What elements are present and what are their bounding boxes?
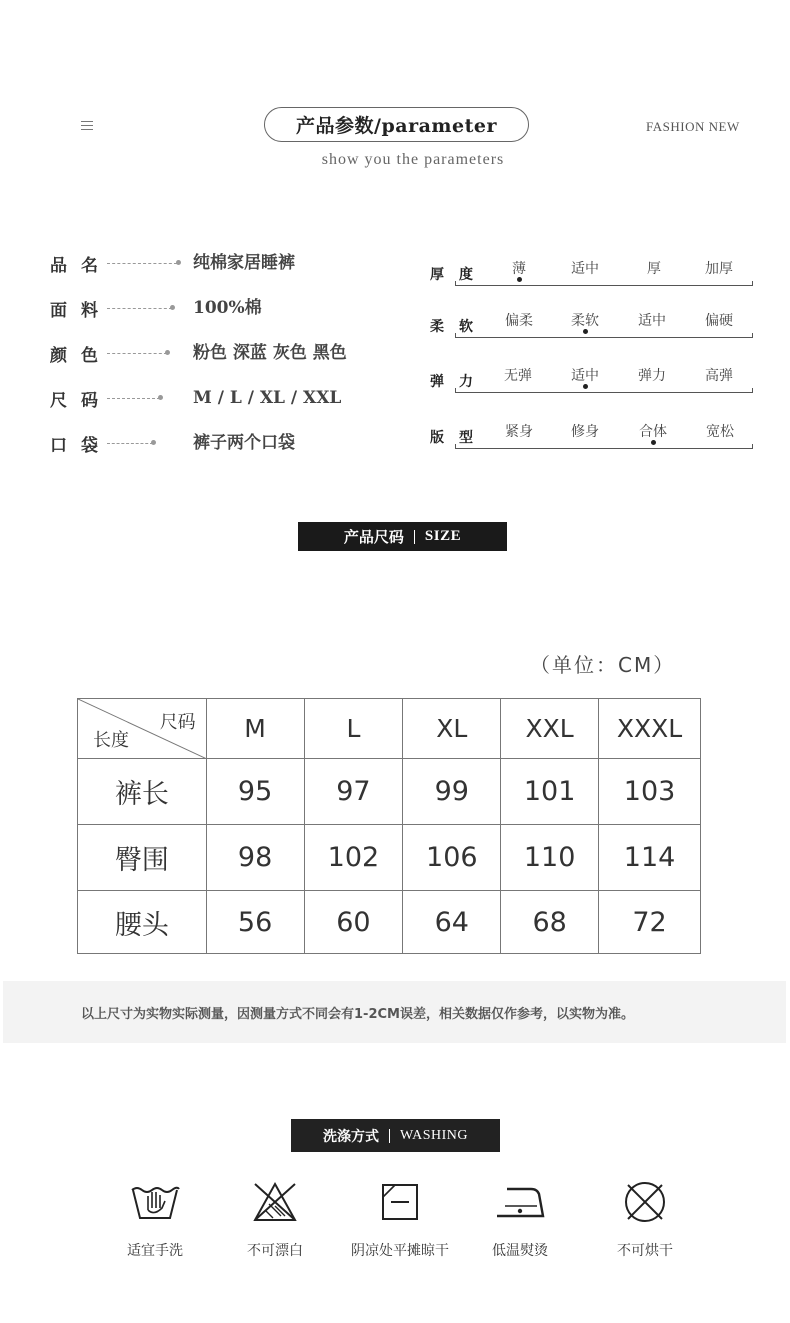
scale-selected-dot: [583, 384, 588, 389]
scale-selected-dot: [583, 329, 588, 334]
scale-line: [455, 333, 753, 338]
scale-option: 合体: [639, 424, 667, 440]
column-header: XL: [403, 699, 501, 759]
param-dot: [176, 260, 181, 265]
menu-icon[interactable]: [81, 121, 93, 130]
scale-option: 柔软: [571, 313, 599, 329]
scale-selected-dot: [651, 440, 656, 445]
size-section-cn: 产品尺码: [343, 528, 404, 546]
scale-option: 加厚: [705, 261, 733, 277]
scale-selected-dot: [517, 277, 522, 282]
measurement-note: 以上尺寸为实物实际测量，因测量方式不同会有1-2CM误差，相关数据仅作参考，以实物为准。: [81, 1006, 634, 1022]
param-leader: [107, 398, 160, 399]
table-cell: 106: [403, 825, 501, 891]
section-divider: [414, 530, 415, 544]
column-header: XXXL: [599, 699, 701, 759]
param-leader: [107, 353, 167, 354]
table-cell: 56: [206, 891, 304, 954]
scale-line: [455, 281, 753, 286]
care-label: 阴凉处平摊晾干: [351, 1243, 449, 1259]
page-subtitle: show you the parameters: [321, 151, 505, 168]
care-item-no-tumble-dry: [570, 1180, 720, 1260]
table-cell: 101: [501, 759, 599, 825]
param-row-fabric: [50, 296, 262, 321]
param-key: 尺码: [50, 390, 112, 411]
scale-option: 高弹: [705, 368, 733, 384]
table-cell: 102: [304, 825, 403, 891]
scale-key: 厚度: [430, 267, 488, 283]
size-table: [77, 698, 701, 954]
param-row-name: [50, 251, 295, 276]
param-key: 面料: [50, 300, 112, 321]
scale-option: 弹力: [638, 368, 666, 384]
param-leader: [107, 263, 177, 264]
row-label: 裤长: [78, 759, 207, 825]
table-cell: 64: [403, 891, 501, 954]
column-header: XXL: [501, 699, 599, 759]
table-row: [78, 825, 701, 891]
care-label: 低温熨烫: [492, 1243, 548, 1259]
scale-elasticity: [430, 365, 755, 395]
scale-option: 适中: [571, 261, 599, 277]
note-band: [3, 981, 786, 1043]
hand-wash-icon: [129, 1180, 181, 1224]
scale-key: 弹力: [430, 374, 488, 390]
scale-option: 宽松: [706, 424, 734, 440]
corner-bottom-label: 长度: [93, 730, 129, 751]
param-leader: [107, 308, 172, 309]
column-header: L: [304, 699, 403, 759]
scale-key: 柔软: [430, 319, 488, 335]
table-corner-cell: [78, 699, 207, 759]
care-label: 适宜手洗: [127, 1243, 183, 1259]
washing-section-cn: 洗涤方式: [322, 1128, 379, 1145]
param-dot: [158, 395, 163, 400]
table-cell: 99: [403, 759, 501, 825]
scale-line: [455, 388, 753, 393]
param-key: 口袋: [50, 435, 112, 456]
param-value: 纯棉家居睡裤: [193, 253, 295, 273]
table-cell: 103: [599, 759, 701, 825]
param-value: 100%棉: [193, 298, 262, 318]
size-section-bar: [298, 522, 507, 551]
table-cell: 72: [599, 891, 701, 954]
param-row-size: [50, 386, 342, 411]
column-header: M: [206, 699, 304, 759]
care-label: 不可漂白: [247, 1243, 303, 1259]
scale-line: [455, 444, 753, 449]
scale-option: 适中: [638, 313, 666, 329]
section-divider: [389, 1129, 390, 1143]
param-dot: [165, 350, 170, 355]
low-iron-icon: [493, 1180, 547, 1224]
scale-softness: [430, 310, 755, 340]
table-cell: 110: [501, 825, 599, 891]
scale-option: 偏柔: [505, 313, 533, 329]
table-cell: 98: [206, 825, 304, 891]
table-cell: 68: [501, 891, 599, 954]
table-cell: 114: [599, 825, 701, 891]
brand-label: FASHION NEW: [646, 119, 740, 134]
param-dot: [170, 305, 175, 310]
washing-section-en: WASHING: [399, 1127, 469, 1143]
param-leader: [107, 443, 153, 444]
scale-option: 厚: [647, 261, 661, 277]
table-cell: 60: [304, 891, 403, 954]
scale-option: 薄: [512, 261, 526, 277]
table-cell: 97: [304, 759, 403, 825]
scale-fit: [430, 421, 755, 451]
table-row: [78, 891, 701, 954]
param-value: 裤子两个口袋: [193, 433, 295, 453]
scale-option: 修身: [571, 424, 599, 440]
param-dot: [151, 440, 156, 445]
size-section-en: SIZE: [424, 528, 462, 544]
no-bleach-icon: [251, 1180, 299, 1224]
scale-option: 适中: [571, 368, 599, 384]
row-label: 臀围: [78, 825, 207, 891]
unit-label: （单位：CM）: [530, 653, 676, 677]
table-row: [78, 759, 701, 825]
washing-section-bar: [291, 1119, 500, 1152]
table-header-row: [78, 699, 701, 759]
param-row-color: [50, 341, 347, 366]
scale-option: 偏硬: [705, 313, 733, 329]
no-tumble-dry-icon: [621, 1180, 669, 1224]
shade-dry-flat-icon: [378, 1180, 422, 1224]
scale-thickness: [430, 258, 755, 288]
row-label: 腰头: [78, 891, 207, 954]
table-cell: 95: [206, 759, 304, 825]
param-row-pocket: [50, 431, 295, 456]
param-value: 粉色 深蓝 灰色 黑色: [193, 343, 347, 363]
param-key: 颜色: [50, 345, 112, 366]
corner-top-label: 尺码: [159, 712, 196, 733]
param-key: 品名: [50, 255, 112, 276]
page-title: 产品参数/parameter: [264, 107, 529, 142]
scale-option: 紧身: [505, 424, 533, 440]
care-label: 不可烘干: [617, 1243, 673, 1259]
param-value: M / L / XL / XXL: [193, 388, 342, 408]
scale-option: 无弹: [504, 368, 532, 384]
scale-key: 版型: [430, 430, 488, 446]
